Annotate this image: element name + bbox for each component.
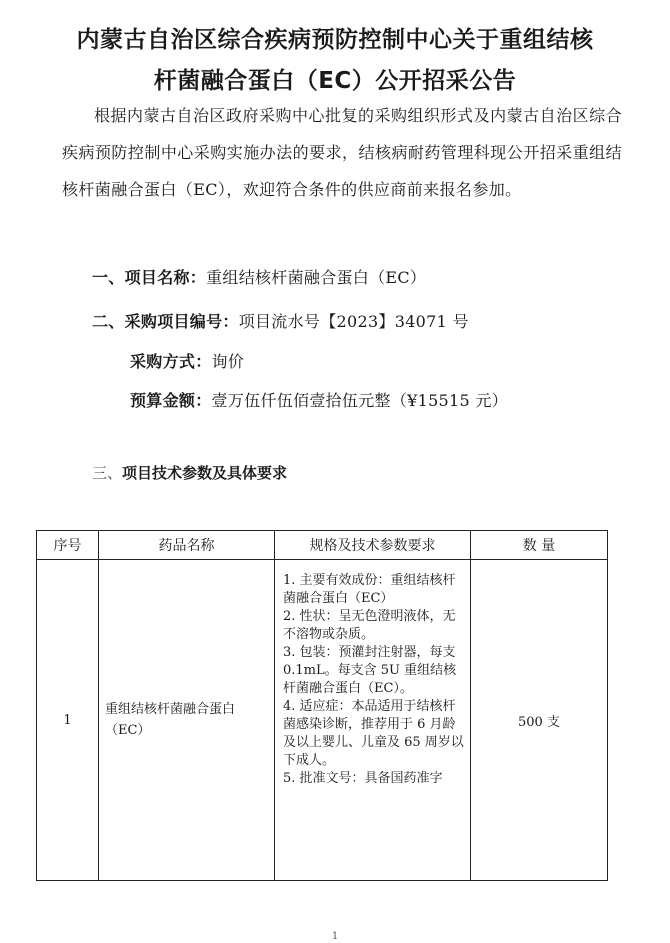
cell-quantity: 500 支	[471, 560, 608, 881]
spec-item-3: 3. 包装：预灌封注射器，每支 0.1mL。每支含 5U 重组结核杆菌融合蛋白（EC）。	[283, 645, 457, 696]
spec-table	[36, 530, 608, 881]
section-3-number: 三、	[92, 464, 123, 482]
project-name-value: 重组结核杆菌融合蛋白（EC）	[206, 268, 427, 287]
project-number-value: 项目流水号【2023】34071 号	[238, 312, 469, 331]
procurement-method-label: 采购方式：	[130, 352, 212, 371]
budget-line	[130, 388, 508, 411]
cell-serial: 1	[37, 560, 99, 881]
intro-paragraph: 根据内蒙古自治区政府采购中心批复的采购组织形式及内蒙古自治区综合疾病预防控制中心采购实施办法的要求，结核病耐药管理科现公开招采重组结核杆菌融合蛋白（EC），欢迎符合条件的供应商前来报名参加。	[62, 106, 622, 199]
procurement-method-line	[130, 349, 244, 372]
project-number-label: 二、采购项目编号：	[92, 312, 239, 331]
header-quantity: 数 量	[471, 531, 608, 560]
project-name-line	[92, 265, 426, 288]
section-3-heading	[92, 462, 287, 483]
table-header-row	[37, 531, 608, 560]
budget-label: 预算金额：	[130, 391, 212, 410]
spec-item-2: 2. 性状：呈无色澄明液体，无不溶物或杂质。	[283, 609, 456, 642]
project-number-line	[92, 309, 469, 332]
spec-item-5: 5. 批准文号：具备国药准字	[283, 771, 443, 786]
cell-spec	[275, 560, 471, 881]
budget-value: 壹万伍仟伍佰壹拾伍元整（¥15515 元）	[211, 391, 508, 410]
header-drug-name: 药品名称	[99, 531, 275, 560]
procurement-method-value: 询价	[211, 352, 245, 371]
table-row	[37, 560, 608, 881]
document-title-line-1: 内蒙古自治区综合疾病预防控制中心关于重组结核	[76, 27, 594, 53]
header-spec: 规格及技术参数要求	[275, 531, 471, 560]
document-title-line-2: 杆菌融合蛋白（EC）公开招采公告	[153, 68, 517, 94]
project-name-label: 一、项目名称：	[92, 268, 207, 287]
cell-drug-name: 重组结核杆菌融合蛋白（EC）	[99, 560, 275, 881]
spec-item-4: 4. 适应症：本品适用于结核杆菌感染诊断，推荐用于 6 月龄及以上婴儿、儿童及 65 周岁以下成人。	[283, 699, 464, 768]
page-number: 1	[331, 931, 339, 942]
section-3-title: 项目技术参数及具体要求	[122, 464, 288, 482]
header-serial: 序号	[37, 531, 99, 560]
spec-item-1: 1. 主要有效成份：重组结核杆菌融合蛋白（EC）	[283, 573, 456, 606]
